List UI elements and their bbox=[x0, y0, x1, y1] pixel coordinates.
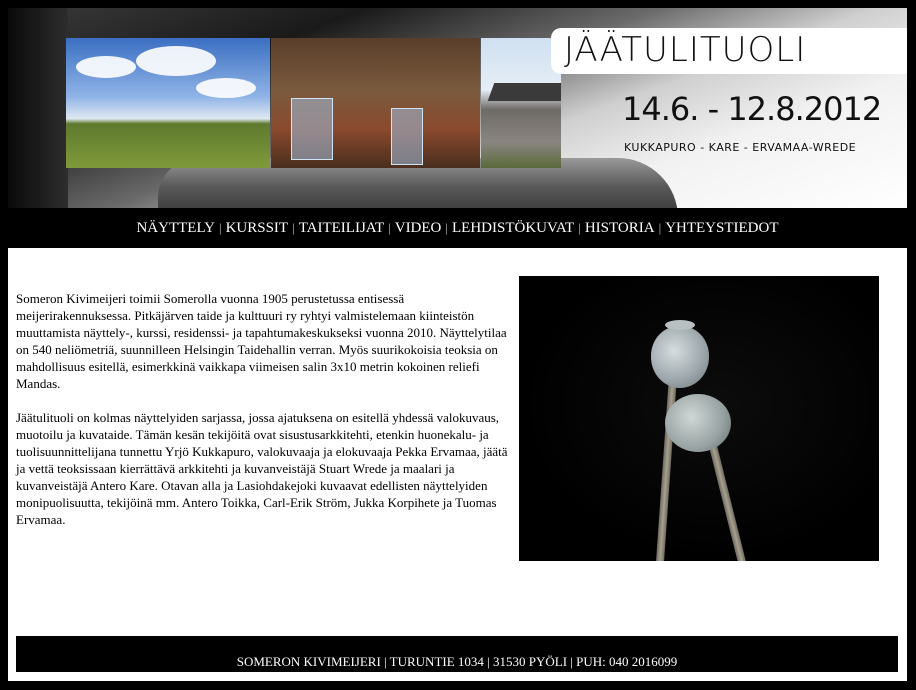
exhibition-paragraph: Jäätulituoli on kolmas näyttelyiden sarjassa, jossa ajatuksena on esitellä yhdessä valokuvaus, muotoilu ja kuvataide. Tämän kesän tekijöitä ovat sisustusarkkitehti, etenkin huonekalu- ja tuolisuunnittelijana tunnettu Yrjö Kukkapuro, valokuvaaja ja elokuvaaja Pekka Ervamaa, jäätä ja vettä teoksissaan kierrättävä arkkitehti ja kuvanveistäjä Stuart Wrede ja maalari ja kuvanveistäjä Antero Kare. Otavan alla ja Lasiohdakejoki kuvaavat edellisten näyttelyiden monipuolisuutta, tekijöinä mm. Antero Toikka, Carl-Erik Ström, Jukka Korpihete ja Tuomas Ervamaa. bbox=[16, 410, 508, 527]
page-frame bbox=[8, 8, 907, 681]
nav-separator: | bbox=[658, 220, 662, 235]
nav-item-nayttely[interactable]: NÄYTTELY bbox=[136, 219, 215, 236]
poppy-stem bbox=[709, 445, 746, 561]
poppy-crown bbox=[665, 320, 695, 330]
chair-backrest-graphic bbox=[8, 8, 68, 208]
exhibition-title: JÄÄTULITUOLI bbox=[564, 30, 807, 70]
nav-item-taiteilijat[interactable]: TAITEILIJAT bbox=[298, 219, 385, 236]
exhibition-artists: KUKKAPURO - KARE - ERVAMAA-WREDE bbox=[624, 141, 857, 154]
exhibition-dates: 14.6. - 12.8.2012 bbox=[622, 90, 882, 128]
nav-item-yhteystiedot[interactable]: YHTEYSTIEDOT bbox=[665, 219, 779, 236]
exhibition-hall-photo bbox=[271, 38, 480, 168]
poppy-pod bbox=[651, 326, 709, 388]
nav-separator: | bbox=[218, 220, 222, 235]
nav-separator: | bbox=[292, 220, 295, 235]
building-photo bbox=[481, 38, 561, 168]
header-banner bbox=[8, 8, 907, 208]
nav-item-lehdistokuvat[interactable]: LEHDISTÖKUVAT bbox=[452, 219, 575, 236]
nav-separator: | bbox=[388, 220, 391, 235]
nav-item-kurssit[interactable]: KURSSIT bbox=[225, 219, 289, 236]
nav-separator: | bbox=[578, 220, 581, 235]
nav-item-historia[interactable]: HISTORIA bbox=[584, 219, 655, 236]
poppy-artwork-image bbox=[519, 276, 879, 561]
main-content bbox=[16, 290, 508, 545]
main-nav bbox=[8, 208, 907, 248]
footer-contact: SOMERON KIVIMEIJERI | TURUNTIE 1034 | 31530 PYÖLI | PUH: 040 2016099 bbox=[16, 636, 898, 672]
intro-paragraph: Someron Kivimeijeri toimii Somerolla vuonna 1905 perustetussa entisessä meijerirakennuksessa. Pitkäjärven taide ja kulttuuri ry ryhtyi valmistelemaan kiinteistön muuttamista näyttely-, kurssi, residenssi- ja tapahtumakeskukseksi vuonna 2010. Näyttelytilaa on 540 neliömetriä, suunnilleen Helsingin Taidehallin verran. Myös suurikokoisia teoksia on mahdollisuus esitellä, esimerkkinä vaikkapa viimeisen salin 3x10 metrin kokoinen reliefi Mandas. bbox=[16, 291, 507, 391]
nav-item-video[interactable]: VIDEO bbox=[394, 219, 442, 236]
poppy-pod bbox=[665, 394, 731, 452]
nav-separator: | bbox=[445, 220, 448, 235]
landscape-photo bbox=[66, 38, 270, 168]
